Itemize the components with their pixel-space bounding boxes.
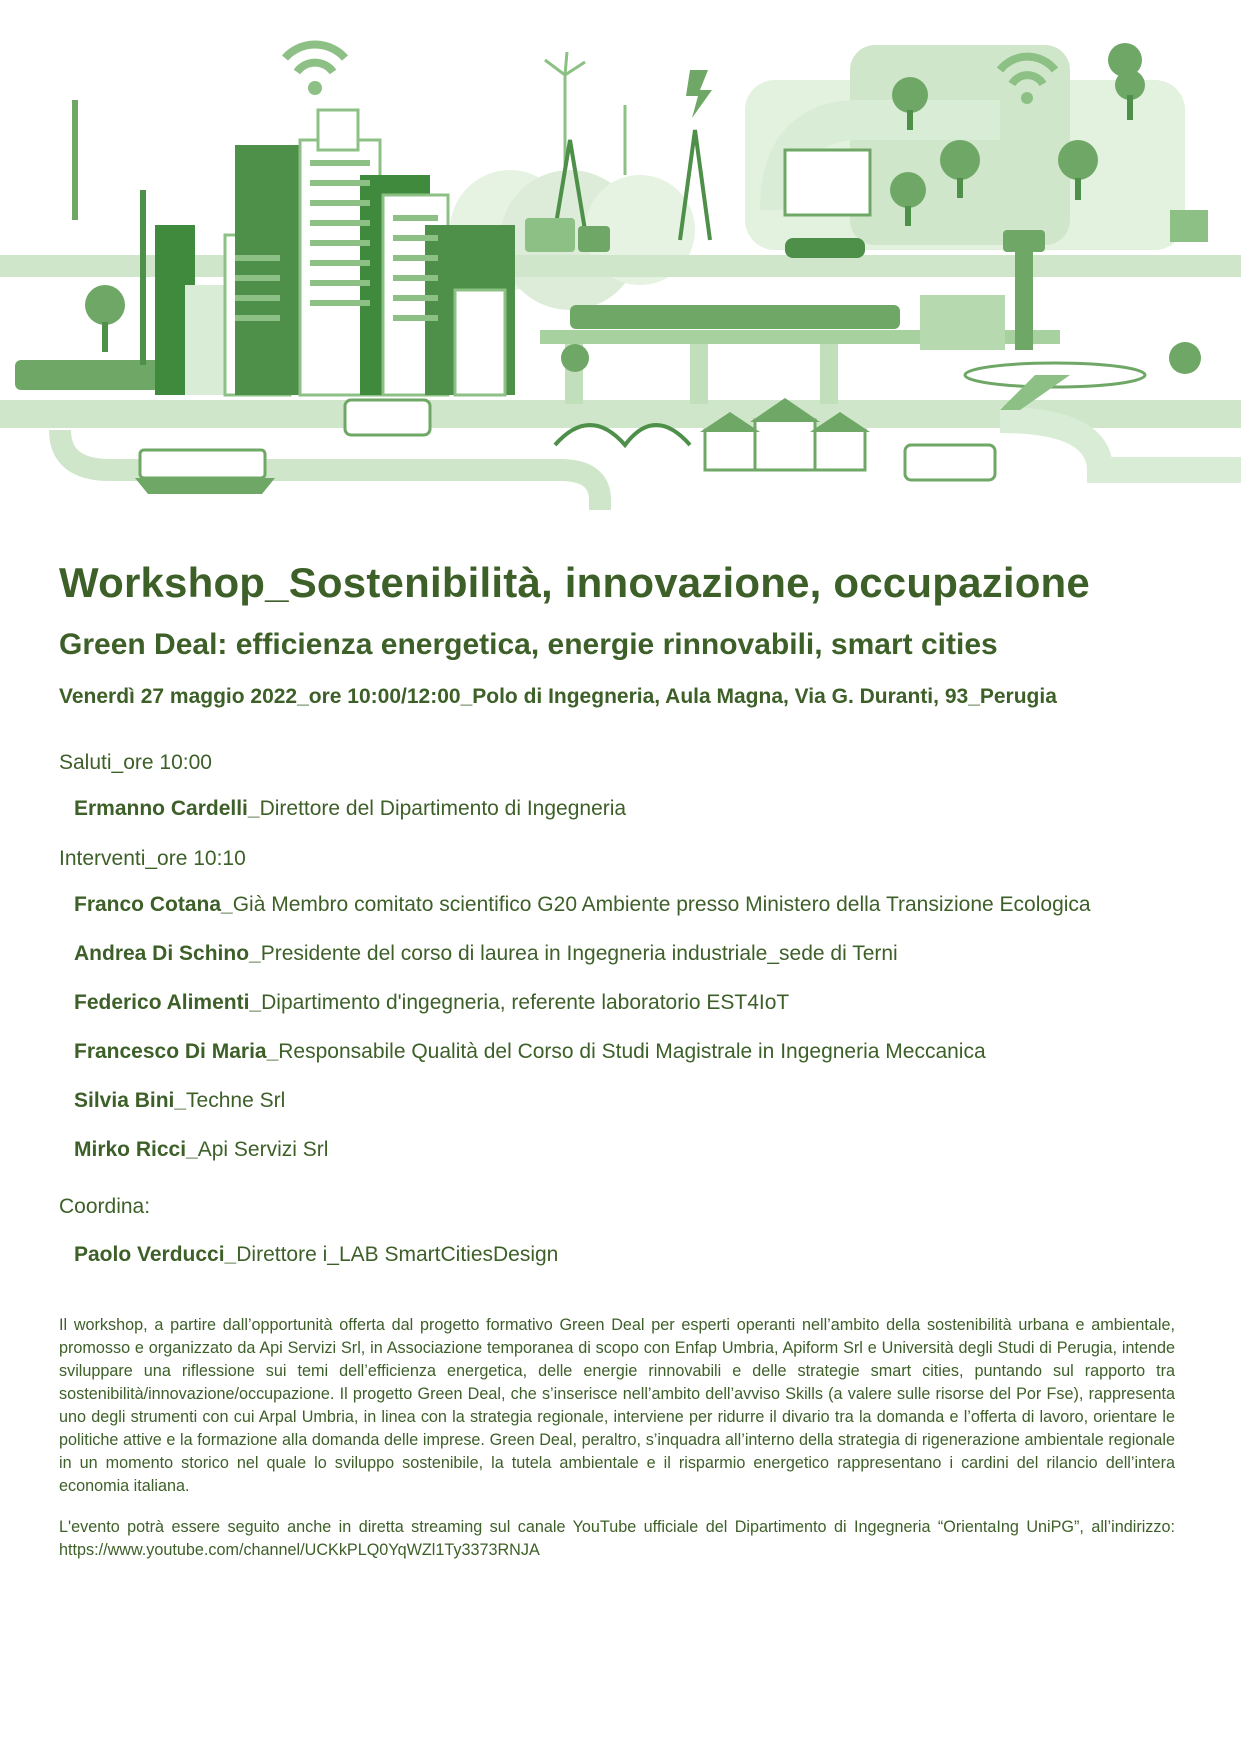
speaker-role: Responsabile Qualità del Corso di Studi Magistrale in Ingegneria Meccanica: [278, 1040, 986, 1063]
speaker-interventi-4: [59, 1038, 1179, 1066]
speaker-interventi-2: [59, 940, 1179, 968]
speaker-interventi-5: [59, 1087, 1179, 1115]
speaker-saluti-1: [59, 795, 1179, 823]
speaker-coordina-1: [59, 1241, 1179, 1269]
speaker-name: Ermanno Cardelli_: [74, 797, 260, 820]
speaker-role: Api Servizi Srl: [197, 1138, 329, 1161]
speaker-interventi-6: [59, 1136, 1179, 1164]
speaker-name: Federico Alimenti_: [74, 991, 262, 1014]
speaker-role: Presidente del corso di laurea in Ingegneria industriale_sede di Terni: [260, 942, 898, 965]
description-paragraph: Il workshop, a partire dall’opportunità offerta dal progetto formativo Green Deal per esperti operanti nell’ambito della sostenibilità urbana e ambientale, promosso e organizzato da Api Servizi Srl, in Associazione temporanea di scopo con Enfap Umbria, Apiform Srl e Università degli Studi di Perugia, intende sviluppare una riflessione sui temi dell’efficienza energetica, delle energie rinnovabili e delle strategie smart cities, puntando sul rapporto tra sostenibilità/innovazione/occupazione. Il progetto Green Deal, che s’inserisce nell’ambito dell’avviso Skills (a valere sulle risorse del Por Fse), rappresenta uno degli strumenti con cui Arpal Umbria, in linea con la strategia regionale, interviene per ridurre il divario tra la domanda e l’offerta di lavoro, orientare le politiche attive e la formazione alla domanda delle imprese. Green Deal, peraltro, s’inquadra all’interno della strategia di rigenerazione ambientale regionale in un momento storico nel quale lo sviluppo sostenibile, la tutela ambientale e il risparmio energetico rappresentano i cardini del rilancio dell’intera economia italiana.: [59, 1316, 1175, 1495]
speaker-name: Andrea Di Schino_: [74, 942, 261, 965]
speaker-role: Già Membro comitato scientifico G20 Ambiente presso Ministero della Transizione Ecologica: [232, 893, 1091, 916]
event-dateline: Venerdì 27 maggio 2022_ore 10:00/12:00_Polo di Ingegneria, Aula Magna, Via G. Duranti, 93_Perugia: [59, 685, 1057, 708]
speaker-name: Francesco Di Maria_: [74, 1040, 279, 1063]
speaker-interventi-1: [59, 891, 1179, 919]
coordina-label: Coordina:: [59, 1195, 151, 1218]
saluti-label: Saluti_ore 10:00: [59, 751, 212, 774]
speaker-name: Paolo Verducci_: [74, 1243, 237, 1266]
main-content: [59, 555, 1179, 1562]
smart-city-illustration: [0, 0, 1241, 510]
interventi-label: Interventi_ore 10:10: [59, 847, 246, 870]
speaker-name: Silvia Bini_: [74, 1089, 187, 1112]
speaker-role: Dipartimento d'ingegneria, referente laboratorio EST4IoT: [261, 991, 790, 1014]
speaker-name: Mirko Ricci_: [74, 1138, 198, 1161]
streaming-paragraph: L'evento potrà essere seguito anche in diretta streaming sul canale YouTube ufficiale del Dipartimento di Ingegneria “OrientaIng UniPG”, all’indirizzo: https://www.youtube.com/channel/UCKkPLQ0YqWZl1Ty3373RNJA: [59, 1518, 1175, 1559]
workshop-subtitle: Green Deal: efficienza energetica, energie rinnovabili, smart cities: [59, 628, 998, 661]
speaker-role: Direttore del Dipartimento di Ingegneria: [259, 797, 627, 820]
speaker-role: Techne Srl: [186, 1089, 286, 1112]
speaker-name: Franco Cotana_: [74, 893, 233, 916]
speaker-role: Direttore i_LAB SmartCitiesDesign: [236, 1243, 559, 1266]
workshop-title: Workshop_Sostenibilità, innovazione, occupazione: [59, 559, 1090, 606]
speaker-interventi-3: [59, 989, 1179, 1017]
